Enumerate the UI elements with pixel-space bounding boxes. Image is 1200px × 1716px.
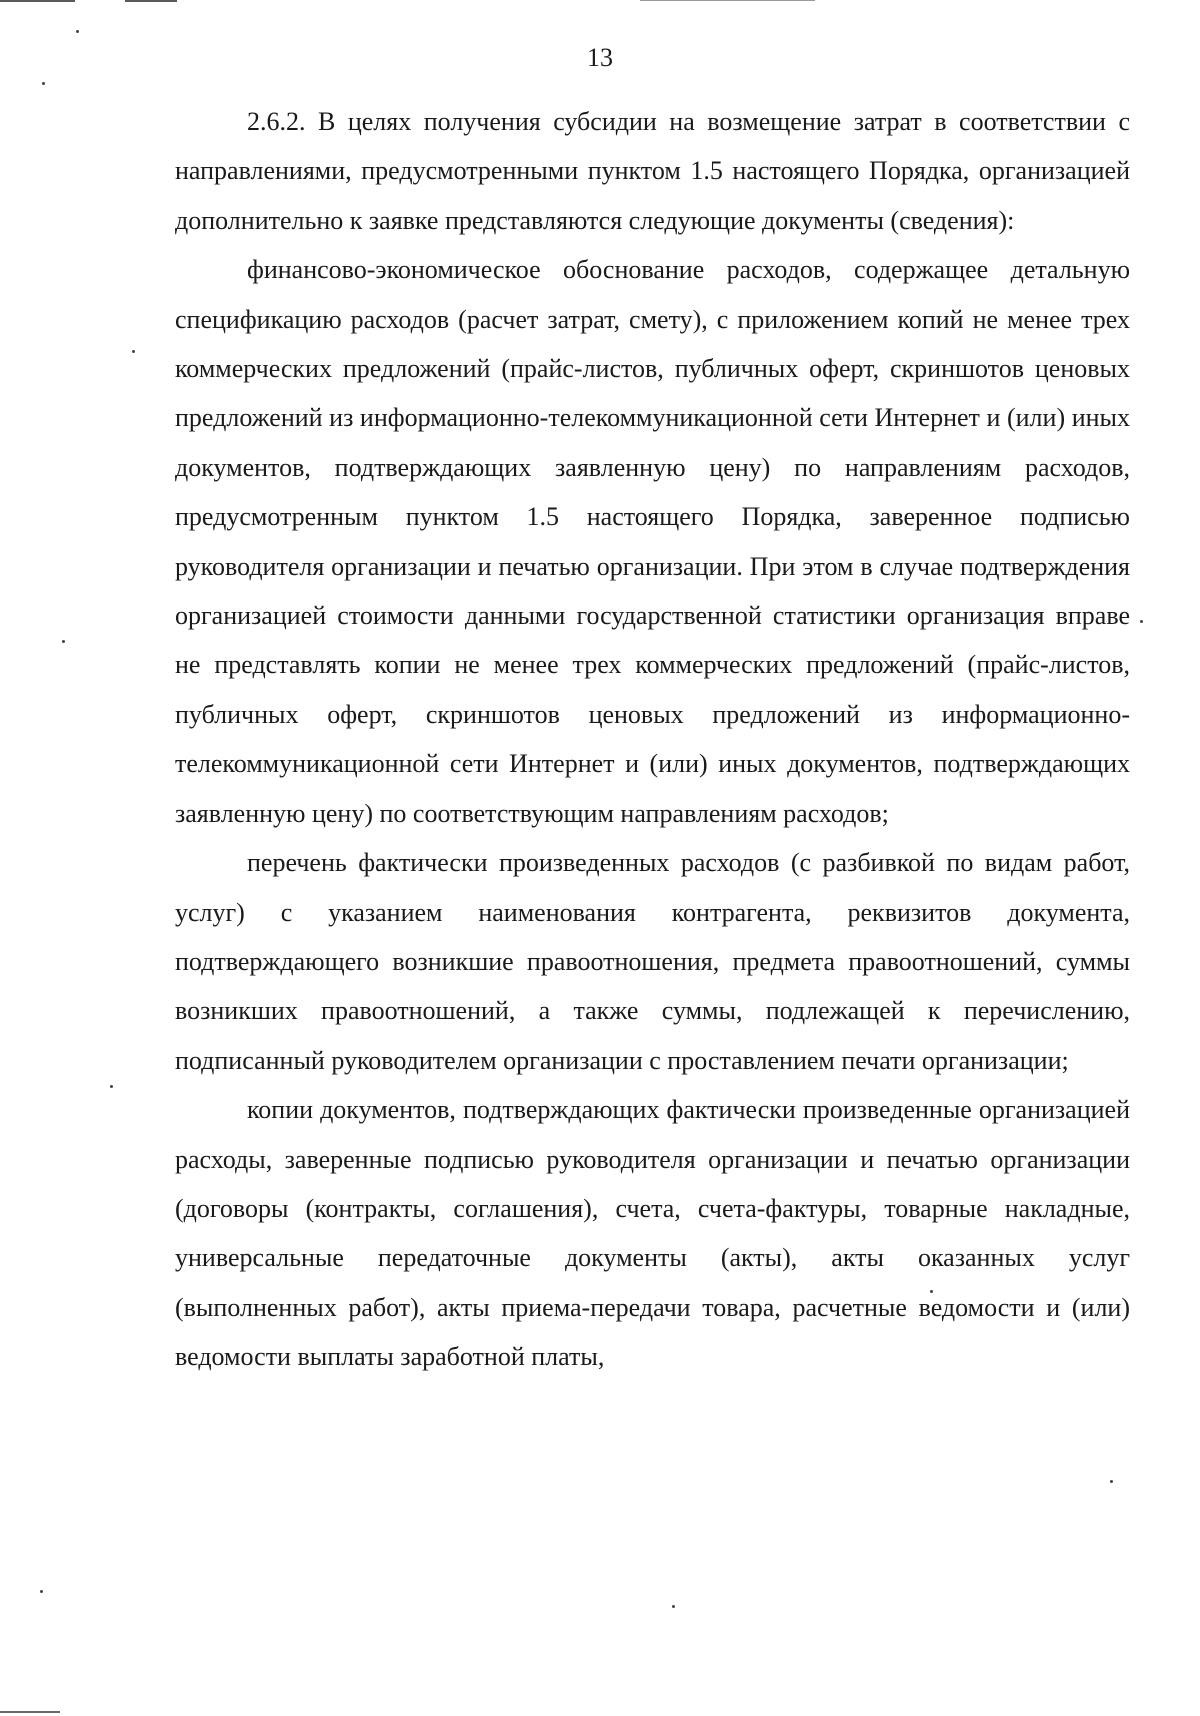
- scan-artifact-line: [0, 0, 75, 2]
- scan-artifact-dot: [62, 640, 65, 643]
- scan-artifact-line: [125, 0, 177, 2]
- scan-artifact-dot: [672, 1605, 675, 1608]
- scan-artifact-dot: [42, 82, 45, 85]
- paragraph-document-copies: копии документов, подтверждающих фактически произведенные организацией расходы, заверенные подписью руководителя организации и печатью организации (договоры (контракты, соглашения), счета, счета-фактуры, товарные накладные, универсальные передаточные документы (акты), акты оказанных услуг (выполненных работ), акты приема-передачи товара, расчетные ведомости и (или) ведомости выплаты заработной платы,: [175, 1095, 1130, 1372]
- scan-artifact-dot: [110, 1085, 113, 1088]
- scan-artifact-dot: [76, 30, 79, 33]
- scan-artifact-dot: [132, 350, 135, 353]
- scan-artifact-line: [640, 0, 815, 1]
- paragraph-section-2-6-2: 2.6.2. В целях получения субсидии на возмещение затрат в соответствии с направлениями, предусмотренными пунктом 1.5 настоящего Порядка, организацией дополнительно к заявке представляются следующие документы (сведения):: [175, 107, 1130, 235]
- document-body: [175, 97, 1130, 1382]
- page-number: 13: [587, 43, 613, 72]
- scan-artifact-line: [0, 1711, 60, 1713]
- scan-artifact-dot: [40, 1590, 43, 1593]
- paragraph-expense-list: перечень фактически произведенных расходов (с разбивкой по видам работ, услуг) с указанием наименования контрагента, реквизитов документа, подтверждающего возникшие правоотношения, предмета правоотношений, суммы возникших правоотношений, а также суммы, подлежащей к перечислению, подписанный руководителем организации с проставлением печати организации;: [175, 848, 1130, 1075]
- scan-artifact-dot: [1140, 620, 1143, 623]
- paragraph-financial-justification: финансово-экономическое обоснование расходов, содержащее детальную спецификацию расходов (расчет затрат, смету), с приложением копий не менее трех коммерческих предложений (прайс-листов, публичных оферт, скриншотов ценовых предложений из информационно-телекоммуникационной сети Интернет и (или) иных документов, подтверждающих заявленную цену) по направлениям расходов, предусмотренным пунктом 1.5 настоящего Порядка, заверенное подписью руководителя организации и печатью организации. При этом в случае подтверждения организацией стоимости данными государственной статистики организация вправе не представлять копии не менее трех коммерческих предложений (прайс-листов, публичных оферт, скриншотов ценовых предложений из информационно-телекоммуникационной сети Интернет и (или) иных документов, подтверждающих заявленную цену) по соответствующим направлениям расходов;: [175, 255, 1130, 828]
- scan-artifact-dot: [1110, 1480, 1113, 1483]
